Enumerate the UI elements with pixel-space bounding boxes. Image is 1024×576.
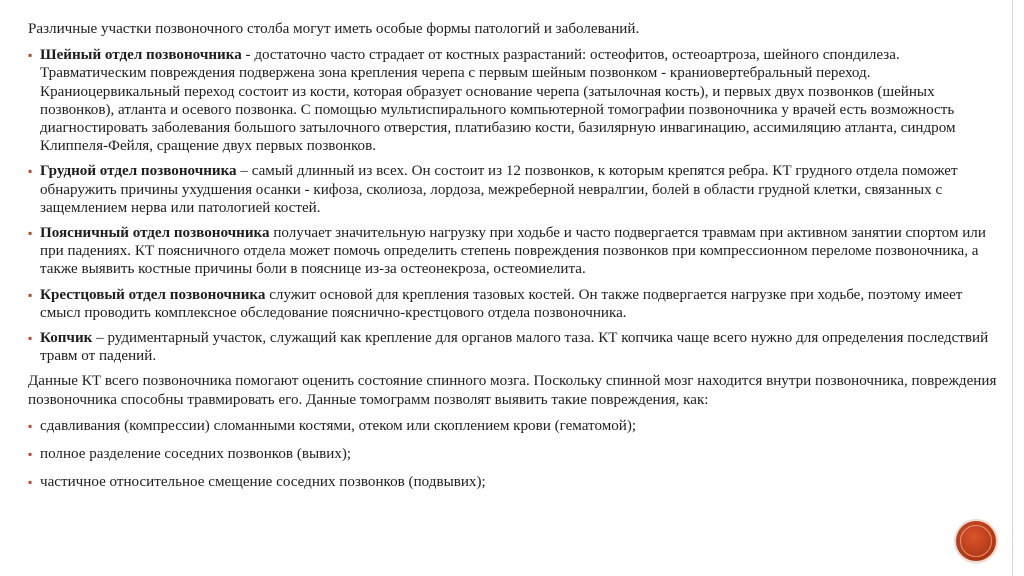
square-bullet-icon: ▪ (28, 226, 33, 241)
injury-text: частичное относительное смещение соседних позвонков (подвывих); (40, 474, 486, 491)
section-coccyx (28, 329, 1003, 365)
injury-item (28, 473, 1003, 491)
section-text: – самый длинный из всех. Он состоит из 12 позвонков, к которым крепятся ребра. КТ грудного отдела поможет обнаружить причины ухудшения осанки - кифоза, сколиоза, лордоза, межреберной невралгии, болей в области грудной клетки, связанных с защемлением нерва или патологией костей. (40, 163, 958, 216)
section-text: - достаточно часто страдает от костных разрастаний: остеофитов, остеоартроза, шейного спондилеза. Травматическим повреждения подвержена зона крепления черепа с первым шейным позвонком - краниовертебральный переход. Краниоцервикальный переход состоит из кости, которая образует основание черепа (затылочная кость), и первых двух позвонков (шейных позвонков), атланта и осевого позвонка. С помощью мультиспирального компьютерной томографии позвоночника у врачей есть возможность диагностировать заболевания большого затылочного отверстия, платибазию кости, базилярную инвагинацию, ассимиляцию атланта, синдром Клиппеля-Фейля, сращение двух первых позвонков. (40, 47, 956, 155)
section-sacral (28, 286, 1003, 322)
summary-paragraph: Данные КТ всего позвоночника помогают оценить состояние спинного мозга. Поскольку спинной мозг находится внутри позвоночника, повреждения позвоночника способны травмировать его. Данные томограмм позволят выявить такие повреждения, как: (28, 373, 997, 408)
section-text: получает значительную нагрузку при ходьбе и часто подвергается травмам при активном занятии спортом или при падениях. КТ поясничного отдела может помочь определить степень повреждения позвонков при компрессионном переломе позвоночника, а также выявить костные причины боли в пояснице из-за остеонекроза, остеомиелита. (40, 225, 986, 278)
square-bullet-icon: ▪ (28, 418, 33, 433)
section-title: Крестцовый отдел позвоночника (40, 286, 266, 303)
section-title: Поясничный отдел позвоночника (40, 225, 270, 242)
injury-text: полное разделение соседних позвонков (вывих); (40, 446, 352, 463)
square-bullet-icon: ▪ (28, 48, 33, 63)
injury-item (28, 417, 1003, 435)
square-bullet-icon: ▪ (28, 475, 33, 490)
slide-content (28, 20, 1003, 501)
injury-item (28, 445, 1003, 463)
square-bullet-icon: ▪ (28, 164, 33, 179)
square-bullet-icon: ▪ (28, 331, 33, 346)
section-title: Грудной отдел позвоночника (40, 163, 237, 180)
circle-badge-icon (956, 521, 996, 561)
section-lumbar (28, 224, 1003, 279)
section-cervical (28, 46, 1003, 155)
square-bullet-icon: ▪ (28, 287, 33, 302)
section-thoracic (28, 162, 1003, 217)
intro-paragraph: Различные участки позвоночного столба могут иметь особые формы патологий и заболеваний. (28, 21, 640, 37)
injury-text: сдавливания (компрессии) сломанными костями, отеком или скоплением крови (гематомой); (40, 417, 637, 434)
square-bullet-icon: ▪ (28, 447, 33, 462)
section-text: служит основой для крепления тазовых костей. Он также подвергается нагрузке при ходьбе, поэтому имеет смысл проводить комплексное обследование пояснично-крестцового отдела позвоночника. (40, 286, 963, 321)
section-title: Шейный отдел позвоночника (40, 47, 242, 64)
section-title: Копчик (40, 330, 93, 347)
section-text: – рудиментарный участок, служащий как крепление для органов малого таза. КТ копчика чаще всего нужно для определения последствий травм от падений. (40, 330, 989, 365)
